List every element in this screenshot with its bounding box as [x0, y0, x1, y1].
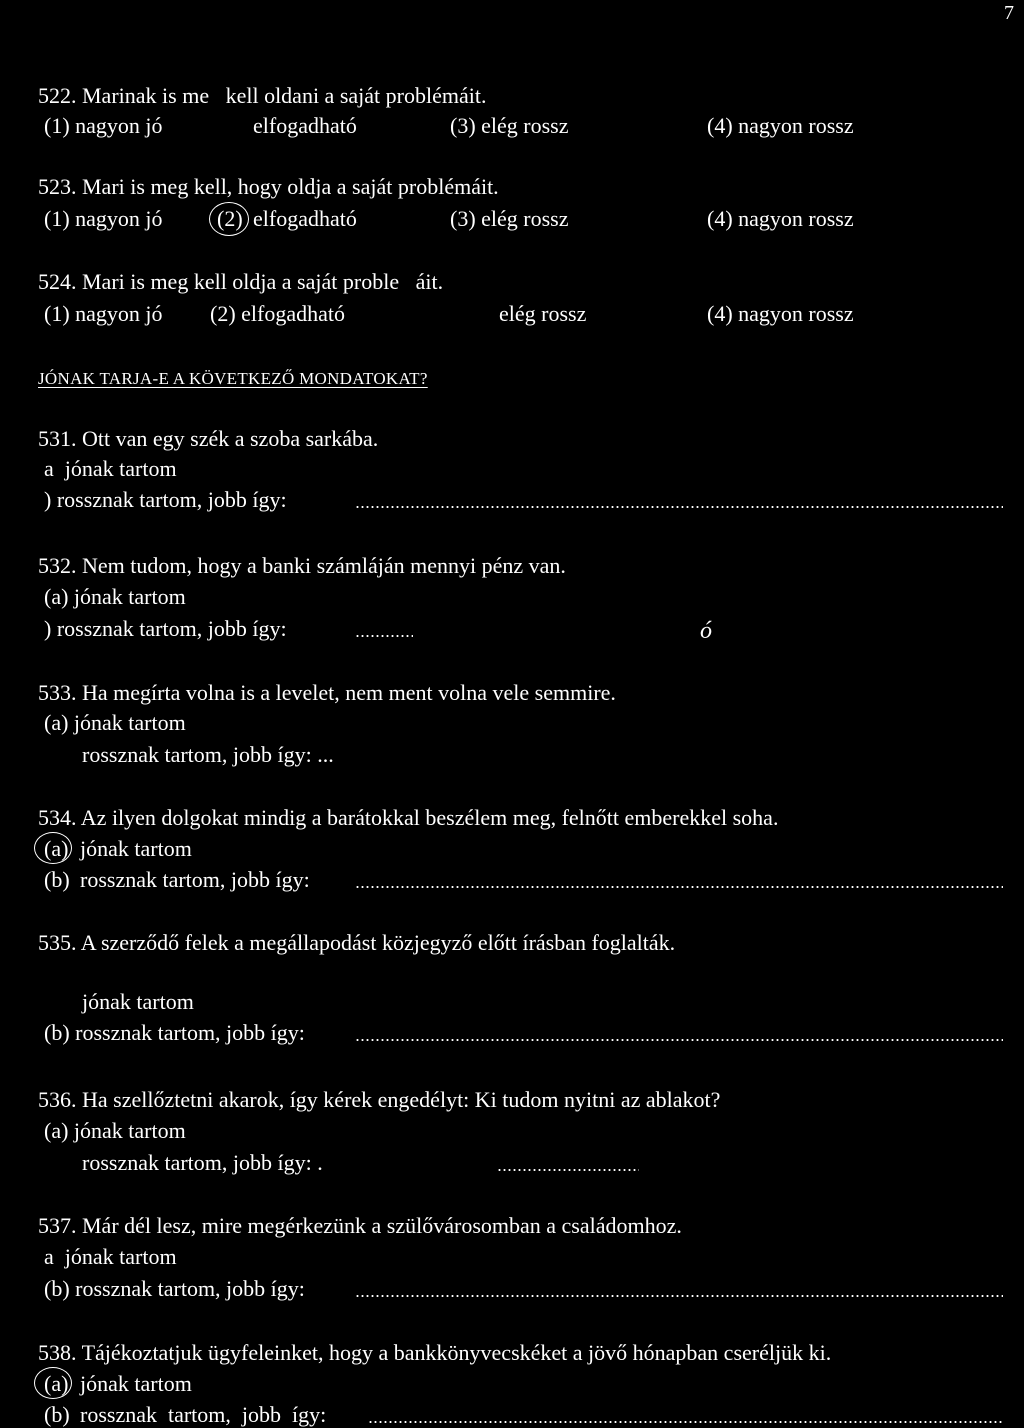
answer-b[interactable]: (b) rossznak tartom, jobb így: [44, 1020, 305, 1045]
answer-b[interactable]: (b) rossznak tartom, jobb így: [44, 1276, 305, 1301]
answer-b[interactable]: rossznak tartom, jobb így: [80, 867, 310, 892]
answer-a[interactable]: a jónak tartom [44, 456, 177, 481]
fill-in-line[interactable] [355, 886, 1003, 888]
option-3[interactable]: elég rossz [499, 301, 587, 326]
fill-in-line[interactable] [355, 635, 413, 637]
answer-a[interactable]: (a) jónak tartom [44, 710, 186, 735]
question-531-text: 531. Ott van egy szék a szoba sarkába. [38, 426, 379, 451]
answer-a[interactable]: a jónak tartom [44, 1244, 177, 1269]
option-4[interactable]: (4) nagyon rossz [707, 301, 854, 326]
section-title: JÓNAK TARJA-E A KÖVETKEZŐ MONDATOKAT? [38, 369, 428, 388]
answer-a[interactable]: (a) jónak tartom [44, 1118, 186, 1143]
option-2-mark[interactable]: (2) [217, 206, 243, 231]
option-1[interactable]: (1) nagyon jó [44, 113, 163, 138]
answer-a[interactable]: jónak tartom [80, 836, 192, 861]
question-534-text: 534. Az ilyen dolgokat mindig a barátokkal beszélem meg, felnőtt emberekkel soha. [38, 805, 779, 830]
option-3[interactable]: (3) elég rossz [450, 206, 569, 231]
answer-b[interactable]: ) rossznak tartom, jobb így: [44, 487, 287, 512]
answer-b[interactable]: ) rossznak tartom, jobb így: [44, 616, 287, 641]
selection-circle-mark [34, 1367, 72, 1399]
question-536-text: 536. Ha szellőztetni akarok, így kérek engedélyt: Ki tudom nyitni az ablakot? [38, 1087, 721, 1112]
fill-in-line[interactable] [355, 506, 1003, 508]
option-2[interactable]: elfogadható [253, 113, 357, 138]
option-4[interactable]: (4) nagyon rossz [707, 113, 854, 138]
question-524-text: 524. Mari is meg kell oldja a saját proble áit. [38, 269, 444, 294]
fill-in-line[interactable] [355, 1295, 1003, 1297]
question-523-options [44, 206, 904, 232]
question-522-options [44, 113, 904, 139]
answer-b[interactable]: rossznak tartom, jobb így: . [82, 1150, 323, 1175]
question-533-text: 533. Ha megírta volna is a levelet, nem ment volna vele semmire. [38, 680, 616, 705]
question-524-options [44, 301, 904, 327]
answer-a-mark[interactable]: (a) [44, 836, 69, 861]
fill-in-line[interactable] [368, 1421, 1003, 1423]
question-532-text: 532. Nem tudom, hogy a banki számláján mennyi pénz van. [38, 553, 566, 578]
question-522-text: 522. Marinak is me kell oldani a saját problémáit. [38, 83, 487, 108]
selection-circle-mark [34, 832, 72, 864]
answer-b-mark[interactable]: (b) [44, 867, 70, 892]
answer-b[interactable]: rossznak tartom, jobb így: ... [82, 742, 334, 767]
answer-b-mark[interactable]: (b) [44, 1402, 70, 1427]
answer-a[interactable]: jónak tartom [82, 989, 194, 1014]
option-1[interactable]: (1) nagyon jó [44, 206, 163, 231]
question-538-text: 538. Tájékoztatjuk ügyfeleinket, hogy a bankkönyvecskéket a jövő hónapban cseréljük ki. [38, 1340, 832, 1365]
selection-circle-mark [209, 202, 249, 236]
question-523-text: 523. Mari is meg kell, hogy oldja a saját problémáit. [38, 174, 499, 199]
handwritten-mark: ó [700, 618, 712, 644]
question-537-text: 537. Már dél lesz, mire megérkezünk a szülővárosomban a családomhoz. [38, 1213, 682, 1238]
page-number: 7 [1004, 2, 1014, 24]
fill-in-line[interactable] [355, 1039, 1003, 1041]
question-535-text: 535. A szerződő felek a megállapodást közjegyző előtt írásban foglalták. [38, 930, 676, 955]
option-4[interactable]: (4) nagyon rossz [707, 206, 854, 231]
option-2[interactable]: (2) elfogadható [210, 301, 345, 326]
answer-a-mark[interactable]: (a) [44, 1371, 69, 1396]
answer-b[interactable]: rossznak tartom, jobb így: [80, 1402, 327, 1427]
answer-a[interactable]: jónak tartom [80, 1371, 192, 1396]
answer-a[interactable]: (a) jónak tartom [44, 584, 186, 609]
option-2[interactable]: elfogadható [253, 206, 357, 231]
option-1[interactable]: (1) nagyon jó [44, 301, 163, 326]
option-3[interactable]: (3) elég rossz [450, 113, 569, 138]
fill-in-line[interactable] [497, 1169, 639, 1171]
